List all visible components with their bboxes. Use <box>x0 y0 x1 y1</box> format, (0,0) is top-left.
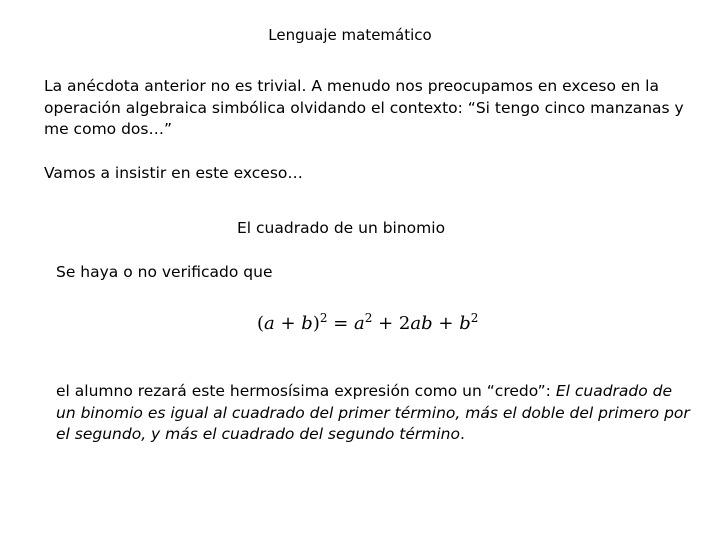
formula-term1-var: a <box>354 313 365 334</box>
credo-line-1-plain: el alumno rezará este hermosísima expresión como un “credo”: <box>56 382 556 400</box>
insist-paragraph: Vamos a insistir en este exceso… <box>44 164 303 182</box>
formula-close-paren: ) <box>312 313 320 334</box>
credo-line-1 <box>56 381 676 403</box>
verification-paragraph: Se haya o no verificado que <box>56 263 273 281</box>
binomial-square-formula <box>257 312 478 336</box>
intro-line-3: me como dos…” <box>44 120 173 138</box>
formula-var-a: a <box>264 313 275 334</box>
formula-equals: = <box>327 313 355 334</box>
credo-line-3 <box>56 424 676 446</box>
intro-line-1: La anécdota anterior no es trivial. A menudo nos preocupamos en exceso en la <box>44 77 659 95</box>
formula-term3-exponent: 2 <box>470 311 479 325</box>
credo-line-2-italic: un binomio es igual al cuadrado del primer término, más el doble del primero por <box>56 403 690 422</box>
intro-paragraph <box>44 76 684 141</box>
formula-term2-vars: ab <box>410 313 433 334</box>
formula-term3-var: b <box>459 313 471 334</box>
credo-line-3-italic: el segundo, y más el cuadrado del segundo término <box>56 425 460 443</box>
formula-plus: + <box>274 313 302 334</box>
intro-line-2: operación algebraica simbólica olvidando el contexto: “Si tengo cinco manzanas y <box>44 98 684 117</box>
credo-line-2 <box>56 403 690 425</box>
section-subtitle: El cuadrado de un binomio <box>237 219 446 237</box>
credo-line-1-italic: El cuadrado de <box>555 382 673 400</box>
credo-paragraph <box>56 381 690 446</box>
formula-term1-exponent: 2 <box>364 311 373 325</box>
formula-var-b: b <box>301 313 313 334</box>
formula-plus-two: + 2 <box>372 313 411 334</box>
formula-open-paren: ( <box>257 313 265 334</box>
slide-title: Lenguaje matemático <box>268 26 432 44</box>
formula-lhs-exponent: 2 <box>319 311 328 325</box>
formula-plus-3: + <box>432 313 460 334</box>
credo-line-3-end: . <box>459 425 465 443</box>
